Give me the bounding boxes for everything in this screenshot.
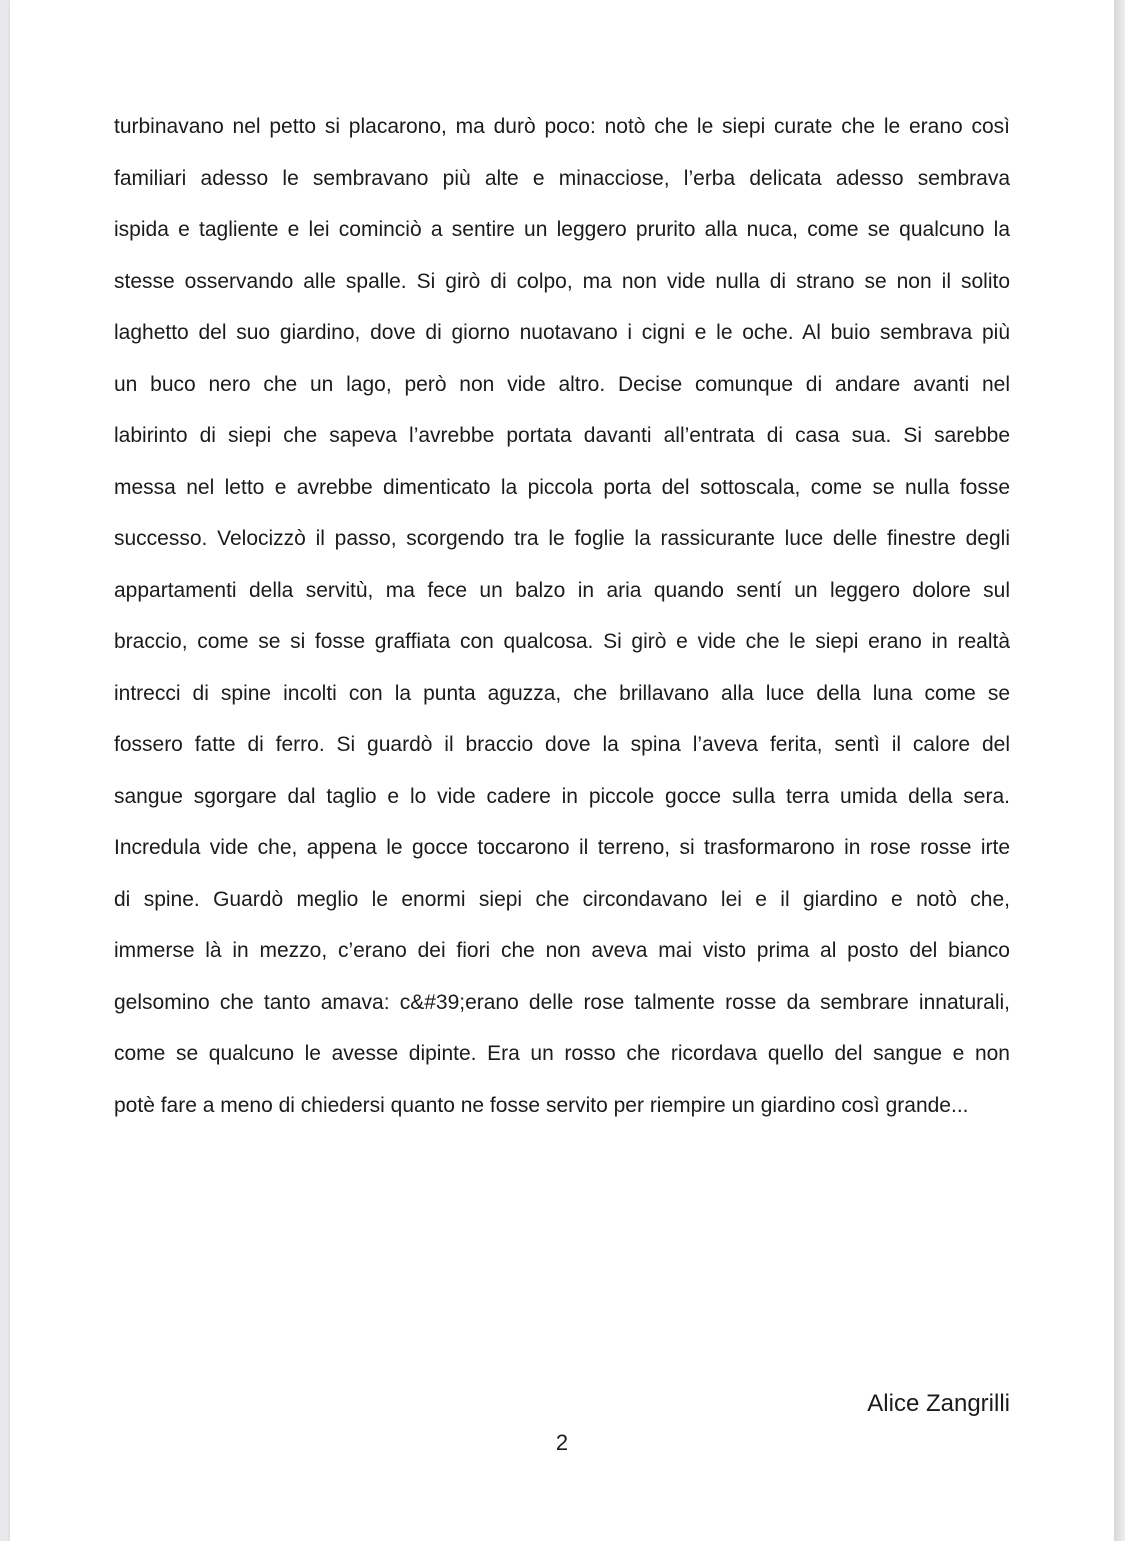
text-line: un buco nero che un lago, però non vide altro. Decise comunque di andare avanti nel [114,372,1010,396]
text-line: messa nel letto e avrebbe dimenticato la piccola porta del sottoscala, come se nulla fosse [114,475,1010,499]
page-number: 2 [555,1430,569,1455]
text-line: intrecci di spine incolti con la punta aguzza, che brillavano alla luce della luna come se [114,681,1010,705]
text-line: come se qualcuno le avesse dipinte. Era un rosso che ricordava quello del sangue e non [114,1042,1010,1065]
text-line: gelsomino che tanto amava: c&#39;erano delle rose talmente rosse da sembrare innaturali, [114,990,1010,1014]
body-text [114,104,1010,1134]
document-page [10,0,1114,1541]
text-line: Incredula vide che, appena le gocce toccarono il terreno, si trasformarono in rose rosse irte [114,836,1010,859]
text-line: braccio, come se si fosse graffiata con qualcosa. Si girò e vide che le siepi erano in realtà [114,630,1010,653]
text-line: turbinavano nel petto si placarono, ma durò poco: notò che le siepi curate che le erano così [114,115,1010,138]
text-line: successo. Velocizzò il passo, scorgendo tra le foglie la rassicurante luce delle finestre degli [114,527,1010,550]
text-line: sangue sgorgare dal taglio e lo vide cadere in piccole gocce sulla terra umida della sera. [114,784,1010,808]
text-line: labirinto di siepi che sapeva l’avrebbe portata davanti all’entrata di casa sua. Si sarebbe [114,424,1010,447]
text-line: potè fare a meno di chiedersi quanto ne fosse servito per riempire un giardino così grande... [114,1093,969,1117]
text-line: fossero fatte di ferro. Si guardò il braccio dove la spina l’aveva ferita, sentì il calore del [114,733,1010,756]
text-line: familiari adesso le sembravano più alte e minacciose, l’erba delicata adesso sembrava [114,166,1010,190]
text-line: immerse là in mezzo, c’erano dei fiori che non aveva mai visto prima al posto del bianco [114,939,1010,962]
page-edge-shadow [1114,0,1125,1541]
text-line: stesse osservando alle spalle. Si girò di colpo, ma non vide nulla di strano se non il solito [114,269,1010,293]
text-line: di spine. Guardò meglio le enormi siepi che circondavano lei e il giardino e notò che, [114,887,1010,911]
text-line: appartamenti della servitù, ma fece un balzo in aria quando sentí un leggero dolore sul [114,578,1010,602]
text-line: ispida e tagliente e lei cominciò a sentire un leggero prurito alla nuca, come se qualcuno la [114,218,1010,241]
author-signature: Alice Zangrilli [867,1390,1010,1417]
text-line: laghetto del suo giardino, dove di giorno nuotavano i cigni e le oche. Al buio sembrava più [114,321,1010,344]
